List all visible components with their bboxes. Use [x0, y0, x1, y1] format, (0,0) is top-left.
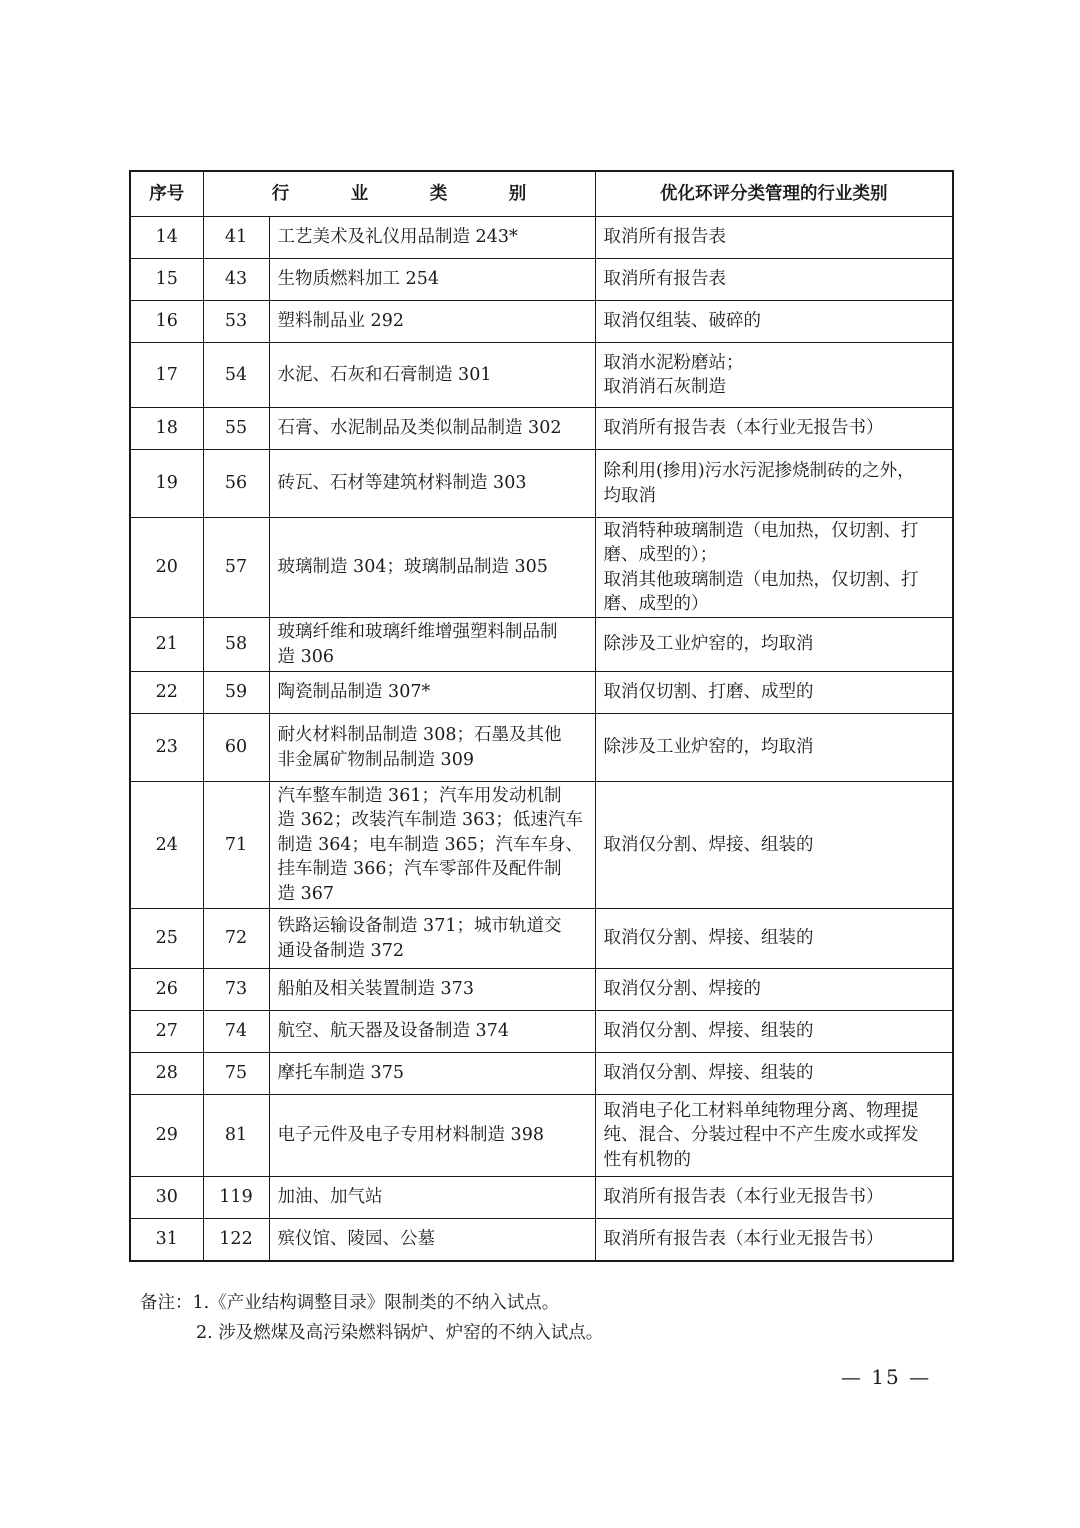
table-row [130, 259, 953, 301]
table-row [130, 450, 953, 518]
row-category-code: 60 [203, 714, 269, 782]
row-category-code: 72 [203, 909, 269, 969]
optimized-text-line: 均取消 [603, 485, 656, 506]
industry-text-line: 砖瓦、石材等建筑材料制造 303 [277, 473, 527, 494]
row-serial-number: 30 [130, 1177, 203, 1219]
remark-line-2: 2. 涉及燃煤及高污染燃料锅炉、炉窑的不纳入试点。 [196, 1323, 604, 1343]
row-serial-number: 14 [130, 217, 203, 259]
row-category-code: 73 [203, 969, 269, 1011]
row-optimized-category [595, 1053, 953, 1095]
row-category-code: 59 [203, 672, 269, 714]
row-optimized-category [595, 259, 953, 301]
industry-text-line: 造 367 [277, 883, 334, 904]
table-row [130, 518, 953, 618]
row-category-code: 81 [203, 1095, 269, 1177]
row-industry-category [269, 217, 595, 259]
optimized-text-line: 除利用(掺用)污水污泥掺烧制砖的之外， [603, 461, 915, 481]
industry-text-line: 造 362；改装汽车制造 363；低速汽车 [277, 810, 583, 831]
row-optimized-category [595, 672, 953, 714]
industry-text-line: 通设备制造 372 [277, 940, 404, 961]
table-body [130, 217, 953, 1261]
industry-text-line: 制造 364；电车制造 365；汽车车身、 [277, 834, 583, 855]
industry-text-line: 工艺美术及礼仪用品制造 243* [277, 227, 518, 248]
row-category-code: 58 [203, 618, 269, 672]
row-serial-number: 31 [130, 1219, 203, 1261]
table-row [130, 1095, 953, 1177]
industry-text-line: 石膏、水泥制品及类似制品制造 302 [277, 418, 562, 439]
industry-text-line: 挂车制造 366；汽车零部件及配件制 [277, 859, 562, 880]
industry-text-line: 加油、加气站 [277, 1187, 383, 1208]
row-industry-category [269, 1011, 595, 1053]
table-row [130, 618, 953, 672]
optimized-text-line: 性有机物的 [603, 1149, 691, 1170]
row-industry-category [269, 1177, 595, 1219]
row-optimized-category [595, 301, 953, 343]
row-industry-category [269, 714, 595, 782]
industry-text-line: 汽车整车制造 361；汽车用发动机制 [277, 785, 562, 806]
row-industry-category [269, 782, 595, 909]
row-category-code: 55 [203, 408, 269, 450]
optimized-text-line: 除涉及工业炉窑的，均取消 [603, 634, 814, 655]
table-row [130, 1219, 953, 1261]
row-industry-category [269, 969, 595, 1011]
row-serial-number: 29 [130, 1095, 203, 1177]
row-serial-number: 22 [130, 672, 203, 714]
table-row [130, 1011, 953, 1053]
row-optimized-category [595, 714, 953, 782]
header-industry-category: 行 业 类 别 [203, 171, 595, 217]
row-optimized-category [595, 217, 953, 259]
table-row [130, 714, 953, 782]
row-serial-number: 28 [130, 1053, 203, 1095]
row-industry-category [269, 672, 595, 714]
row-category-code: 75 [203, 1053, 269, 1095]
table-row [130, 1053, 953, 1095]
row-optimized-category [595, 618, 953, 672]
header-serial-number: 序号 [130, 171, 203, 217]
industry-text-line: 玻璃制造 304；玻璃制品制造 305 [277, 557, 548, 578]
industry-text-line: 造 306 [277, 646, 334, 667]
optimized-text-line: 取消仅分割、焊接、组装的 [603, 834, 814, 855]
row-serial-number: 15 [130, 259, 203, 301]
table-row [130, 672, 953, 714]
row-optimized-category [595, 1219, 953, 1261]
row-industry-category [269, 909, 595, 969]
row-serial-number: 24 [130, 782, 203, 909]
optimized-text-line: 取消所有报告表（本行业无报告书） [603, 418, 884, 439]
industry-text-line: 摩托车制造 375 [277, 1063, 404, 1084]
row-industry-category [269, 1219, 595, 1261]
row-category-code: 74 [203, 1011, 269, 1053]
industry-text-line: 电子元件及电子专用材料制造 398 [277, 1125, 544, 1146]
row-optimized-category [595, 1011, 953, 1053]
optimized-text-line: 纯、混合、分装过程中不产生废水或挥发 [603, 1125, 919, 1146]
row-category-code: 43 [203, 259, 269, 301]
table-row [130, 1177, 953, 1219]
row-serial-number: 21 [130, 618, 203, 672]
optimized-text-line: 取消所有报告表（本行业无报告书） [603, 1187, 884, 1208]
industry-text-line: 生物质燃料加工 254 [277, 269, 439, 290]
table-row [130, 408, 953, 450]
industry-text-line: 铁路运输设备制造 371；城市轨道交 [277, 916, 562, 936]
remarks [140, 1288, 603, 1348]
optimized-text-line: 取消电子化工材料单纯物理分离、物理提 [603, 1100, 919, 1121]
row-category-code: 71 [203, 782, 269, 909]
row-serial-number: 23 [130, 714, 203, 782]
row-category-code: 41 [203, 217, 269, 259]
optimized-text-line: 取消所有报告表（本行业无报告书） [603, 1229, 884, 1249]
row-industry-category [269, 1095, 595, 1177]
row-category-code: 122 [203, 1219, 269, 1261]
optimized-text-line: 磨、成型的） [603, 594, 709, 614]
optimized-text-line: 取消水泥粉磨站； [603, 352, 744, 373]
row-industry-category [269, 301, 595, 343]
row-optimized-category [595, 450, 953, 518]
row-category-code: 53 [203, 301, 269, 343]
optimized-text-line: 取消所有报告表 [603, 269, 726, 290]
row-industry-category [269, 259, 595, 301]
table-row [130, 909, 953, 969]
optimized-text-line: 取消仅分割、焊接的 [603, 979, 761, 1000]
industry-text-line: 航空、航天器及设备制造 374 [277, 1021, 509, 1042]
row-serial-number: 17 [130, 343, 203, 408]
row-industry-category [269, 618, 595, 672]
row-serial-number: 16 [130, 301, 203, 343]
table-row [130, 343, 953, 408]
row-serial-number: 25 [130, 909, 203, 969]
industry-text-line: 塑料制品业 292 [277, 311, 404, 332]
row-industry-category [269, 343, 595, 408]
industry-text-line: 非金属矿物制品制造 309 [277, 749, 474, 770]
row-optimized-category [595, 969, 953, 1011]
row-industry-category [269, 450, 595, 518]
table-row [130, 217, 953, 259]
row-optimized-category [595, 1177, 953, 1219]
table-row [130, 301, 953, 343]
row-serial-number: 20 [130, 518, 203, 618]
optimized-text-line: 取消消石灰制造 [603, 377, 726, 397]
industry-text-line: 陶瓷制品制造 307* [277, 682, 431, 703]
table-header-row [130, 171, 953, 217]
row-industry-category [269, 408, 595, 450]
row-serial-number: 26 [130, 969, 203, 1011]
optimized-text-line: 取消特种玻璃制造（电加热，仅切割、打 [603, 520, 919, 541]
optimized-text-line: 取消仅分割、焊接、组装的 [603, 1063, 814, 1084]
industry-text-line: 玻璃纤维和玻璃纤维增强塑料制品制 [277, 622, 558, 642]
table-row [130, 782, 953, 909]
row-serial-number: 27 [130, 1011, 203, 1053]
optimized-text-line: 磨、成型的）； [603, 545, 718, 565]
row-category-code: 119 [203, 1177, 269, 1219]
classification-table-container [129, 170, 952, 1262]
row-optimized-category [595, 343, 953, 408]
row-category-code: 56 [203, 450, 269, 518]
row-category-code: 54 [203, 343, 269, 408]
industry-text-line: 殡仪馆、陵园、公墓 [277, 1229, 435, 1249]
industry-text-line: 耐火材料制品制造 308；石墨及其他 [277, 725, 562, 745]
industry-classification-table [129, 170, 954, 1262]
industry-text-line: 水泥、石灰和石膏制造 301 [277, 364, 492, 385]
remark-line-1: 备注：1.《产业结构调整目录》限制类的不纳入试点。 [140, 1293, 560, 1313]
industry-text-line: 船舶及相关装置制造 373 [277, 979, 474, 1000]
optimized-text-line: 除涉及工业炉窑的，均取消 [603, 737, 814, 758]
row-serial-number: 19 [130, 450, 203, 518]
optimized-text-line: 取消仅分割、焊接、组装的 [603, 928, 814, 949]
row-serial-number: 18 [130, 408, 203, 450]
row-industry-category [269, 1053, 595, 1095]
row-optimized-category [595, 782, 953, 909]
optimized-text-line: 取消仅分割、焊接、组装的 [603, 1021, 814, 1042]
row-optimized-category [595, 408, 953, 450]
page-number: — 15 — [840, 1365, 932, 1389]
table-row [130, 969, 953, 1011]
optimized-text-line: 取消所有报告表 [603, 227, 726, 248]
row-industry-category [269, 518, 595, 618]
header-optimized-category: 优化环评分类管理的行业类别 [595, 171, 953, 217]
optimized-text-line: 取消仅切割、打磨、成型的 [603, 682, 814, 703]
row-optimized-category [595, 909, 953, 969]
row-category-code: 57 [203, 518, 269, 618]
optimized-text-line: 取消其他玻璃制造（电加热，仅切割、打 [603, 569, 919, 590]
optimized-text-line: 取消仅组装、破碎的 [603, 311, 761, 332]
row-optimized-category [595, 1095, 953, 1177]
row-optimized-category [595, 518, 953, 618]
